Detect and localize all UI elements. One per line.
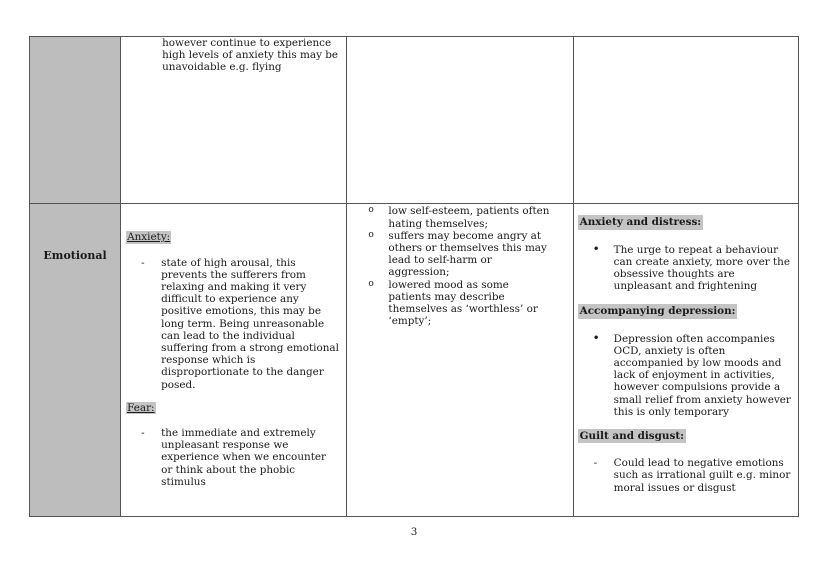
anxiety-list — [121, 257, 339, 391]
phobia-emotional-cell — [121, 204, 347, 517]
list-item: - Could lead to negative emotions such as irrational guilt e.g. minor moral issues or disgust — [574, 457, 792, 494]
accompanying-depression-list — [574, 333, 792, 418]
page-number: 3 — [410, 526, 418, 538]
row-label-empty — [30, 37, 121, 204]
empty-cell-b — [347, 37, 573, 204]
list-item: • Depression often accompanies OCD, anxiety is often accompanied by low moods and lack of enjoyment in activities, however compulsions provide a small relief from anxiety however this is only temporary — [574, 333, 792, 418]
anxiety-distress-list — [574, 244, 792, 293]
list-item: • The urge to repeat a behaviour can create anxiety, more over the obsessive thoughts are unpleasant and frightening — [574, 244, 792, 293]
emotional-label: Emotional — [43, 248, 107, 262]
list-item: o suffers may become angry at others or themselves this may lead to self-harm or aggression; — [347, 230, 553, 279]
list-item: o lowered mood as some patients may describe themselves as ‘worthless’ or ‘empty’; — [347, 279, 553, 328]
continuation-cell — [121, 37, 347, 204]
table-row-continuation — [30, 37, 799, 204]
characteristics-table — [29, 36, 799, 517]
list-item: - the immediate and extremely unpleasant response we experience when we encounter or think about the phobic stimulus — [121, 427, 339, 488]
guilt-disgust-list — [574, 457, 792, 494]
anxiety-heading: Anxiety: — [127, 231, 171, 244]
ocd-emotional-cell — [573, 204, 798, 517]
fear-heading: Fear: — [127, 401, 155, 414]
accompanying-depression-heading: Accompanying depression: — [579, 305, 736, 318]
depression-emotional-cell — [347, 204, 573, 517]
table-row-emotional — [30, 204, 799, 517]
continuation-text: however continue to experience high levels of anxiety this may be unavoidable e.g. flying — [162, 37, 339, 74]
empty-cell-c — [573, 37, 798, 204]
fear-list — [121, 427, 339, 488]
anxiety-distress-heading: Anxiety and distress: — [579, 216, 702, 229]
row-label-emotional — [30, 204, 121, 517]
guilt-disgust-heading: Guilt and disgust: — [579, 429, 684, 442]
list-item: - state of high arousal, this prevents the sufferers from relaxing and making it very difficult to experience any positive emotions, this may be long term. Being unreasonable can lead to the individual suffering from a strong emotional response which is disproportionate to the danger posed. — [121, 257, 339, 391]
depression-list — [347, 205, 553, 327]
list-item: o low self-esteem, patients often hating themselves; — [347, 205, 553, 229]
